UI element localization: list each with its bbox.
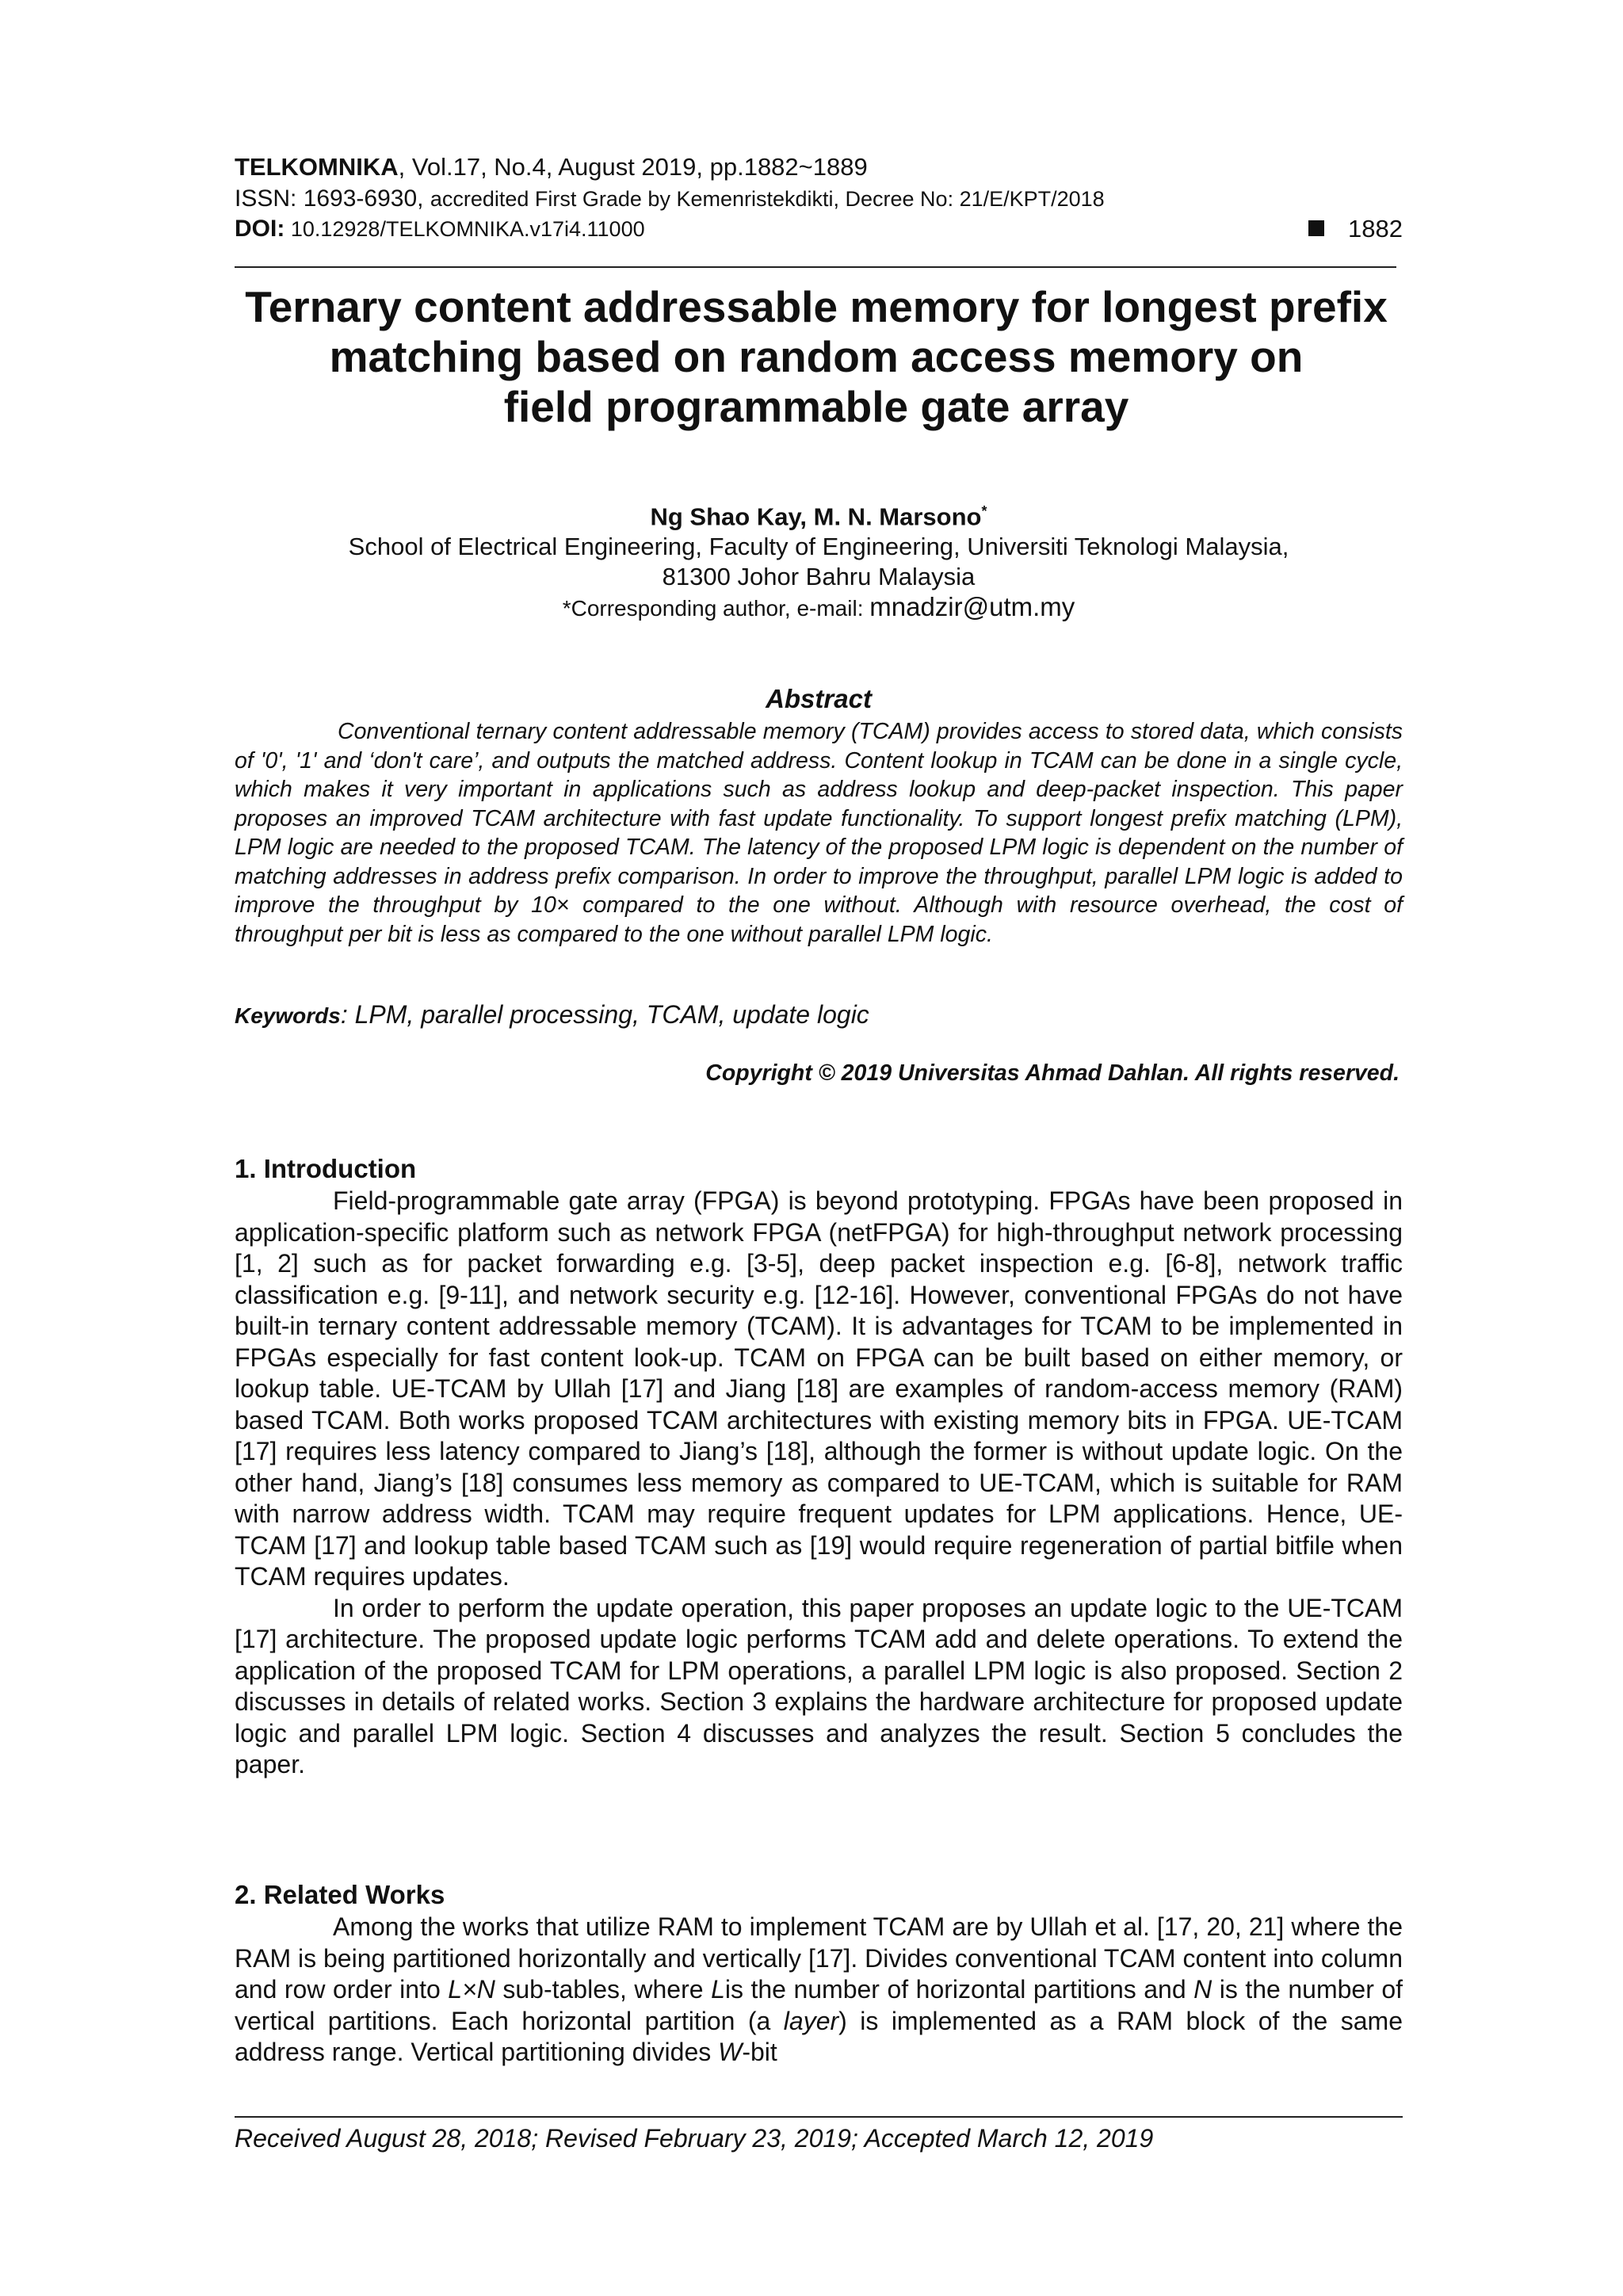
keywords bbox=[235, 1000, 1403, 1030]
abstract-text: Conventional ternary content addressable memory (TCAM) provides access to stored data, which consists of '0', '1' and ‘don't care’, and outputs the matched address. Content lookup in TCAM can be done in a single cycle, which makes it very important in applications such as address lookup and deep-packet inspection. This paper proposes an improved TCAM architecture with fast update functionality. To support longest prefix matching (LPM), LPM logic are needed to the proposed TCAM. The latency of the proposed LPM logic is dependent on the number of matching addresses in address prefix comparison. In order to improve the throughput, parallel LPM logic is added to improve the throughput by 10× compared to the one without. Although with resource overhead, the cost of throughput per bit is less as compared to the one without parallel LPM logic. bbox=[235, 719, 1403, 947]
term-italic: layer bbox=[783, 2006, 839, 2035]
author-names bbox=[235, 496, 1403, 532]
keywords-values: : LPM, parallel processing, TCAM, update logic bbox=[340, 1000, 869, 1029]
paper-title bbox=[198, 282, 1434, 432]
paragraph: Field-programmable gate array (FPGA) is beyond prototyping. FPGAs have been proposed in application-specific platform such as network FPGA (netFPGA) for high-throughput network processing [1, 2] such as for packet forwarding e.g. [3-5], deep packet inspection e.g. [6-8], network traffic classification e.g. [9-11], and network security e.g. [12-16]. However, conventional FPGAs do not have built-in ternary content addressable memory (TCAM). It is advantages for TCAM to be implemented in FPGAs especially for fast content look-up. TCAM on FPGA can be built based on either memory, or lookup table. UE-TCAM by Ullah [17] and Jiang [18] are examples of random-access memory (RAM) based TCAM. Both works proposed TCAM architectures with existing memory bits in FPGA. UE-TCAM [17] requires less latency compared to Jiang’s [18], although the former is without update logic. On the other hand, Jiang’s [18] consumes less memory as compared to UE-TCAM, which is suitable for RAM with narrow address width. TCAM may require frequent updates for LPM applications. Hence, UE-TCAM [17] and lookup table based TCAM such as [19] would require regeneration of partial bitfile when TCAM requires updates. bbox=[235, 1186, 1403, 1591]
section-body bbox=[235, 1186, 1403, 1781]
copyright-notice: Copyright © 2019 Universitas Ahmad Dahlan. All rights reserved. bbox=[705, 1060, 1400, 1086]
footer-divider bbox=[235, 2116, 1403, 2118]
issn: ISSN: 1693-6930, bbox=[235, 185, 430, 212]
header-issn-line bbox=[235, 184, 1403, 214]
keywords-label: Keywords bbox=[235, 1003, 341, 1028]
journal-name: TELKOMNIKA bbox=[235, 153, 399, 181]
math-italic: L bbox=[711, 1975, 725, 2004]
accreditation: accredited First Grade by Kemenristekdikti, Decree No: 21/E/KPT/2018 bbox=[430, 187, 1105, 211]
corresponding-label: *Corresponding author, e-mail: bbox=[562, 596, 870, 621]
abstract-heading: Abstract bbox=[766, 684, 872, 713]
text-run: sub-tables, where bbox=[495, 1975, 712, 2004]
title-line: field programmable gate array bbox=[503, 382, 1129, 431]
header-doi-line bbox=[235, 214, 1403, 244]
section-body bbox=[235, 1912, 1403, 2069]
section-heading: 1. Introduction bbox=[235, 1154, 417, 1183]
affiliation: 81300 Johor Bahru Malaysia bbox=[662, 563, 976, 591]
math-italic: N bbox=[1193, 1975, 1212, 2004]
author-names-text: Ng Shao Kay, M. N. Marsono bbox=[650, 502, 982, 531]
header-divider bbox=[235, 266, 1396, 268]
corresponding-mark: * bbox=[981, 503, 987, 519]
title-line: matching based on random access memory on bbox=[329, 332, 1304, 381]
header-journal-line bbox=[235, 152, 1403, 182]
text-run: is the number of vertical partitions. Each horizontal partition (a bbox=[235, 1975, 1403, 2035]
text-run: Among the works that utilize RAM to implement TCAM are by Ullah et al. [17, 20, 21] where the RAM is being partitioned horizontally and vertically [17]. Divides conventional TCAM content into column and row order into bbox=[235, 1912, 1403, 2004]
text-run: ) is implemented as a RAM block of the same address range. Vertical partitioning divides bbox=[235, 2006, 1403, 2066]
square-bullet-icon bbox=[1308, 220, 1324, 236]
affiliation: School of Electrical Engineering, Faculty of Engineering, Universiti Teknologi Malaysia, bbox=[348, 533, 1289, 561]
page-number bbox=[1308, 214, 1403, 244]
corresponding-author bbox=[235, 592, 1403, 624]
text-run: -bit bbox=[742, 2038, 777, 2066]
doi-link[interactable]: 10.12928/TELKOMNIKA.v17i4.11000 bbox=[285, 217, 645, 241]
volume-info: , Vol.17, No.4, August 2019, pp.1882~1889 bbox=[398, 153, 868, 181]
title-line: Ternary content addressable memory for longest prefix bbox=[245, 282, 1388, 331]
paragraph: In order to perform the update operation, this paper proposes an update logic to the UE-TCAM [17] architecture. The proposed update logic performs TCAM add and delete operations. To extend the application of the proposed TCAM for LPM operations, a parallel LPM logic is also proposed. Section 2 discusses in details of related works. Section 3 explains the hardware architecture for proposed update logic and parallel LPM logic. Section 4 discusses and analyzes the result. Section 5 concludes the paper. bbox=[235, 1593, 1403, 1778]
section-heading: 2. Related Works bbox=[235, 1880, 445, 1909]
author-block bbox=[235, 496, 1403, 624]
doi-label: DOI: bbox=[235, 216, 285, 242]
footer-dates: Received August 28, 2018; Revised February 23, 2019; Accepted March 12, 2019 bbox=[235, 2124, 1154, 2153]
page-number-value: 1882 bbox=[1348, 215, 1403, 243]
text-run: is the number of horizontal partitions and bbox=[724, 1975, 1194, 2004]
math-italic: W bbox=[718, 2038, 743, 2066]
paragraph bbox=[235, 1912, 1403, 2069]
email-link[interactable]: mnadzir@utm.my bbox=[869, 592, 1075, 622]
math-italic: L×N bbox=[448, 1975, 495, 2004]
